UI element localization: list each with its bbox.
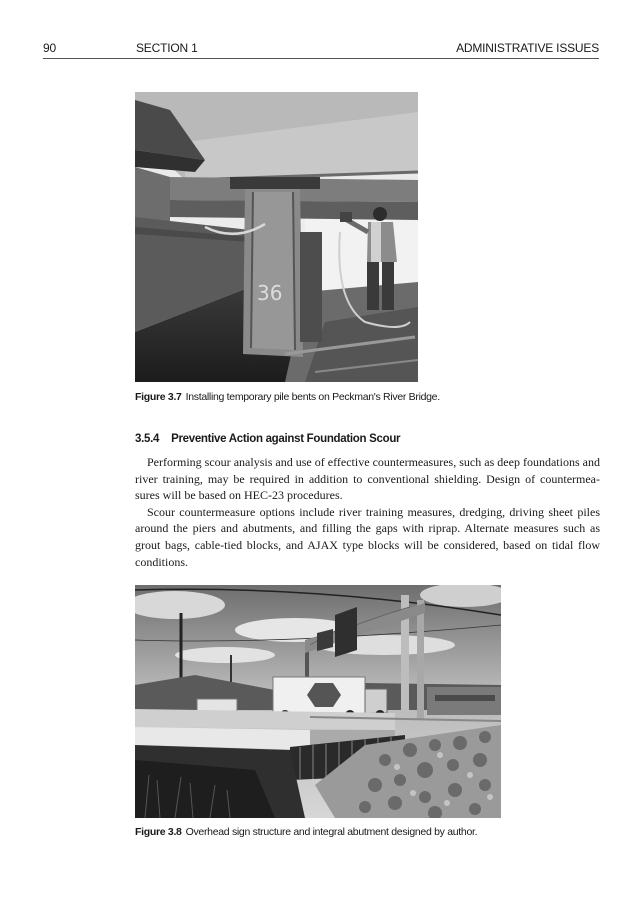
page-number: 90 bbox=[43, 41, 56, 55]
body-text bbox=[135, 454, 600, 570]
paragraph: Scour countermeasure options include river training measures, dredging, driving sheet piles around the piers and abutments, and filling the gaps with riprap. Alternate measures such as grout bags, cable-tied blocks, and AJAX type blocks will be considered, based on tidal flow conditions. bbox=[135, 504, 600, 569]
section-heading bbox=[135, 433, 400, 445]
figure-3-8-photo bbox=[135, 585, 501, 818]
figure-3-7-caption-text: Installing temporary pile bents on Peckman's River Bridge. bbox=[185, 391, 440, 403]
pile-number-marking: 36 bbox=[257, 281, 283, 305]
figure-3-7-caption bbox=[135, 391, 440, 403]
running-head bbox=[43, 40, 599, 59]
section-title: Preventive Action against Foundation Scour bbox=[171, 433, 401, 445]
bridge-pile-bent-illustration bbox=[135, 92, 418, 382]
figure-3-7-photo bbox=[135, 92, 418, 382]
section-number: 3.5.4 bbox=[135, 433, 160, 445]
section-label: SECTION 1 bbox=[136, 41, 198, 55]
figure-3-8-caption bbox=[135, 826, 477, 838]
figure-3-8-caption-text: Overhead sign structure and integral abutment designed by author. bbox=[185, 826, 478, 838]
figure-3-8-label: Figure 3.8 bbox=[135, 826, 182, 838]
sign-structure-abutment-illustration bbox=[135, 585, 501, 818]
paragraph: Performing scour analysis and use of effective countermeasures, such as deep foundations and river training, may be required in addition to conventional shielding. Design of countermea-sures will be based on HEC-23 procedures. bbox=[135, 455, 600, 503]
figure-3-7-label: Figure 3.7 bbox=[135, 391, 182, 403]
running-title: ADMINISTRATIVE ISSUES bbox=[456, 41, 599, 55]
